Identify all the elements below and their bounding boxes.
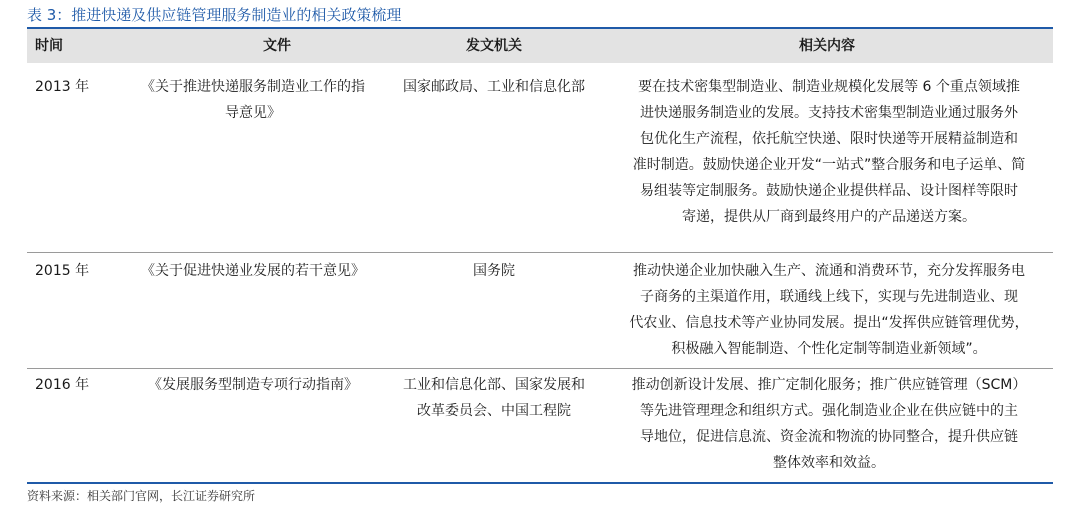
file-line: 导意见》 [225, 105, 281, 121]
row-org [387, 74, 601, 100]
table-header [27, 29, 1053, 63]
content-line: 积极融入智能制造、个性化定制等制造业新领域”。 [671, 341, 987, 357]
file-line: 《关于促进快递业发展的若干意见》 [141, 263, 365, 279]
row-content [605, 258, 1053, 362]
row-file [122, 372, 384, 398]
content-line: 推动快递企业加快融入生产、流通和消费环节，充分发挥服务电 [633, 263, 1025, 279]
content-line: 要在技术密集型制造业、制造业规模化发展等 6 个重点领域推 [638, 79, 1020, 95]
content-line: 易组装等定制服务。鼓励快递企业提供样品、设计图样等限时 [640, 183, 1018, 199]
content-line: 导地位，促进信息流、资金流和物流的协同整合，提升供应链 [640, 429, 1018, 445]
file-line: 《关于推进快递服务制造业工作的指 [141, 79, 365, 95]
org-line: 国家邮政局、工业和信息化部 [403, 79, 585, 95]
org-line: 国务院 [473, 263, 515, 279]
org-line: 改革委员会、中国工程院 [417, 403, 571, 419]
row-separator [27, 252, 1053, 253]
file-line: 《发展服务型制造专项行动指南》 [148, 377, 358, 393]
content-line: 等先进管理理念和组织方式。强化制造业企业在供应链中的主 [640, 403, 1018, 419]
content-line: 包优化生产流程，依托航空快递、限时快递等开展精益制造和 [640, 131, 1018, 147]
content-line: 整体效率和效益。 [773, 455, 885, 471]
header-time: 时间 [35, 38, 63, 54]
org-line: 工业和信息化部、国家发展和 [403, 377, 585, 393]
source-note: 资料来源：相关部门官网，长江证券研究所 [27, 489, 256, 503]
header-file: 文件 [263, 38, 291, 54]
table-bottom-rule [27, 482, 1053, 484]
row-time: 2013 年 [35, 79, 90, 95]
row-time: 2016 年 [35, 377, 90, 393]
row-content [605, 372, 1053, 476]
content-line: 推动创新设计发展、推广定制化服务；推广供应链管理（SCM） [631, 377, 1027, 393]
row-separator [27, 368, 1053, 369]
content-line: 子商务的主渠道作用，联通线上线下，实现与先进制造业、现 [640, 289, 1018, 305]
header-content: 相关内容 [799, 38, 855, 54]
table-title: 表 3：推进快递及供应链管理服务制造业的相关政策梳理 [27, 6, 402, 24]
row-time: 2015 年 [35, 263, 90, 279]
content-line: 准时制造。鼓励快递企业开发“一站式”整合服务和电子运单、简 [632, 157, 1026, 173]
row-org [387, 372, 601, 424]
content-line: 进快递服务制造业的发展。支持技术密集型制造业通过服务外 [640, 105, 1018, 121]
row-file [122, 258, 384, 284]
content-line: 代农业、信息技术等产业协同发展。提出“发挥供应链管理优势， [629, 315, 1029, 331]
row-org [387, 258, 601, 284]
row-file [122, 74, 384, 126]
row-content [605, 74, 1053, 230]
header-org: 发文机关 [466, 38, 522, 54]
content-line: 寄递，提供从厂商到最终用户的产品递送方案。 [682, 209, 976, 225]
